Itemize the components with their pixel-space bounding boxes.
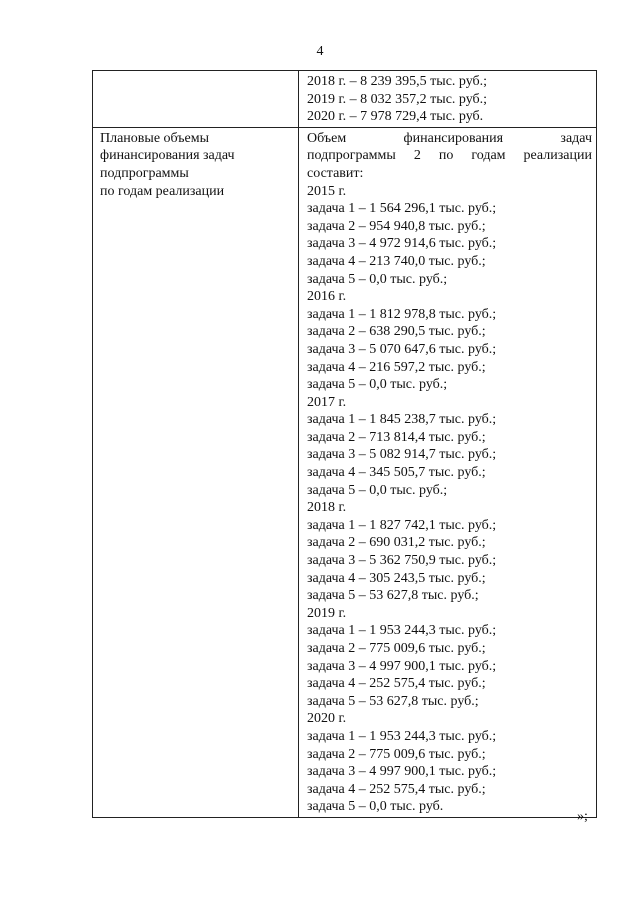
row-heading-line: по годам реализации — [100, 183, 225, 199]
intro-word: подпрограммы — [307, 148, 396, 164]
task-line: задача 3 – 4 997 900,1 тыс. руб.; — [307, 764, 497, 780]
funding-year-line: 2020 г. – 7 978 729,4 тыс. руб. — [307, 109, 484, 125]
task-line: задача 5 – 0,0 тыс. руб.; — [307, 482, 448, 498]
row2-right-cell — [299, 127, 597, 817]
table-row — [93, 127, 597, 817]
task-line: задача 3 – 4 972 914,6 тыс. руб.; — [307, 236, 497, 252]
intro-word: задач — [560, 130, 592, 146]
intro-word: реализации — [523, 148, 592, 164]
task-line: задача 1 – 1 827 742,1 тыс. руб.; — [307, 517, 497, 533]
year-heading: 2018 г. — [307, 500, 347, 516]
row2-left-cell — [93, 127, 299, 817]
task-line: задача 4 – 213 740,0 тыс. руб.; — [307, 253, 486, 269]
year-heading: 2016 г. — [307, 289, 347, 305]
intro-word: финансирования — [403, 130, 504, 146]
task-line: задача 2 – 775 009,6 тыс. руб.; — [307, 746, 486, 762]
intro-line — [307, 147, 592, 165]
task-line: задача 3 – 4 997 900,1 тыс. руб.; — [307, 658, 497, 674]
task-line: задача 4 – 252 575,4 тыс. руб.; — [307, 781, 486, 797]
task-line: задача 2 – 690 031,2 тыс. руб.; — [307, 535, 486, 551]
task-line: задача 1 – 1 812 978,8 тыс. руб.; — [307, 306, 497, 322]
funding-year-line: 2018 г. – 8 239 395,5 тыс. руб.; — [307, 74, 488, 89]
passport-table — [92, 70, 597, 818]
task-line: задача 4 – 216 597,2 тыс. руб.; — [307, 359, 486, 375]
task-line: задача 5 – 0,0 тыс. руб.; — [307, 377, 448, 393]
task-line: задача 2 – 954 940,8 тыс. руб.; — [307, 218, 486, 234]
year-heading: 2015 г. — [307, 183, 347, 199]
intro-line: составит: — [307, 165, 364, 181]
year-heading: 2017 г. — [307, 394, 347, 410]
row1-left-cell — [93, 71, 299, 128]
task-line: задача 1 – 1 953 244,3 тыс. руб.; — [307, 623, 497, 639]
year-heading: 2020 г. — [307, 711, 347, 727]
task-line: задача 4 – 345 505,7 тыс. руб.; — [307, 465, 486, 481]
task-line: задача 5 – 0,0 тыс. руб. — [307, 799, 444, 815]
intro-word: по — [438, 148, 454, 164]
task-line: задача 3 – 5 082 914,7 тыс. руб.; — [307, 447, 497, 463]
intro-line — [307, 130, 592, 148]
task-line: задача 5 – 53 627,8 тыс. руб.; — [307, 693, 479, 709]
task-line: задача 2 – 775 009,6 тыс. руб.; — [307, 641, 486, 656]
row-heading-line: подпрограммы — [100, 165, 189, 181]
task-line: задача 1 – 1 845 238,7 тыс. руб.; — [307, 412, 497, 428]
task-line: задача 3 – 5 362 750,9 тыс. руб.; — [307, 553, 497, 569]
row1-left-text — [93, 71, 298, 73]
intro-word: Объем — [307, 130, 347, 146]
page-number: 4 — [316, 44, 324, 59]
task-line: задача 2 – 638 290,5 тыс. руб.; — [307, 324, 486, 340]
year-heading: 2019 г. — [307, 605, 347, 621]
task-line: задача 1 – 1 564 296,1 тыс. руб.; — [307, 201, 497, 217]
row-heading-line: финансирования задач — [100, 148, 235, 164]
task-line: задача 4 – 305 243,5 тыс. руб.; — [307, 570, 486, 586]
task-line: задача 5 – 0,0 тыс. руб.; — [307, 271, 448, 287]
task-line: задача 1 – 1 953 244,3 тыс. руб.; — [307, 728, 497, 744]
table-row — [93, 71, 597, 128]
row1-right-cell — [299, 71, 597, 128]
intro-word: годам — [471, 148, 506, 164]
funding-year-line: 2019 г. – 8 032 357,2 тыс. руб.; — [307, 91, 488, 107]
task-line: задача 3 – 5 070 647,6 тыс. руб.; — [307, 341, 497, 357]
intro-word: 2 — [413, 148, 421, 164]
task-line: задача 5 – 53 627,8 тыс. руб.; — [307, 588, 479, 604]
task-line: задача 4 – 252 575,4 тыс. руб.; — [307, 676, 486, 692]
task-line: задача 2 – 713 814,4 тыс. руб.; — [307, 429, 486, 445]
closing-quote-mark: »; — [577, 809, 588, 824]
row-heading-line: Плановые объемы — [100, 130, 210, 146]
